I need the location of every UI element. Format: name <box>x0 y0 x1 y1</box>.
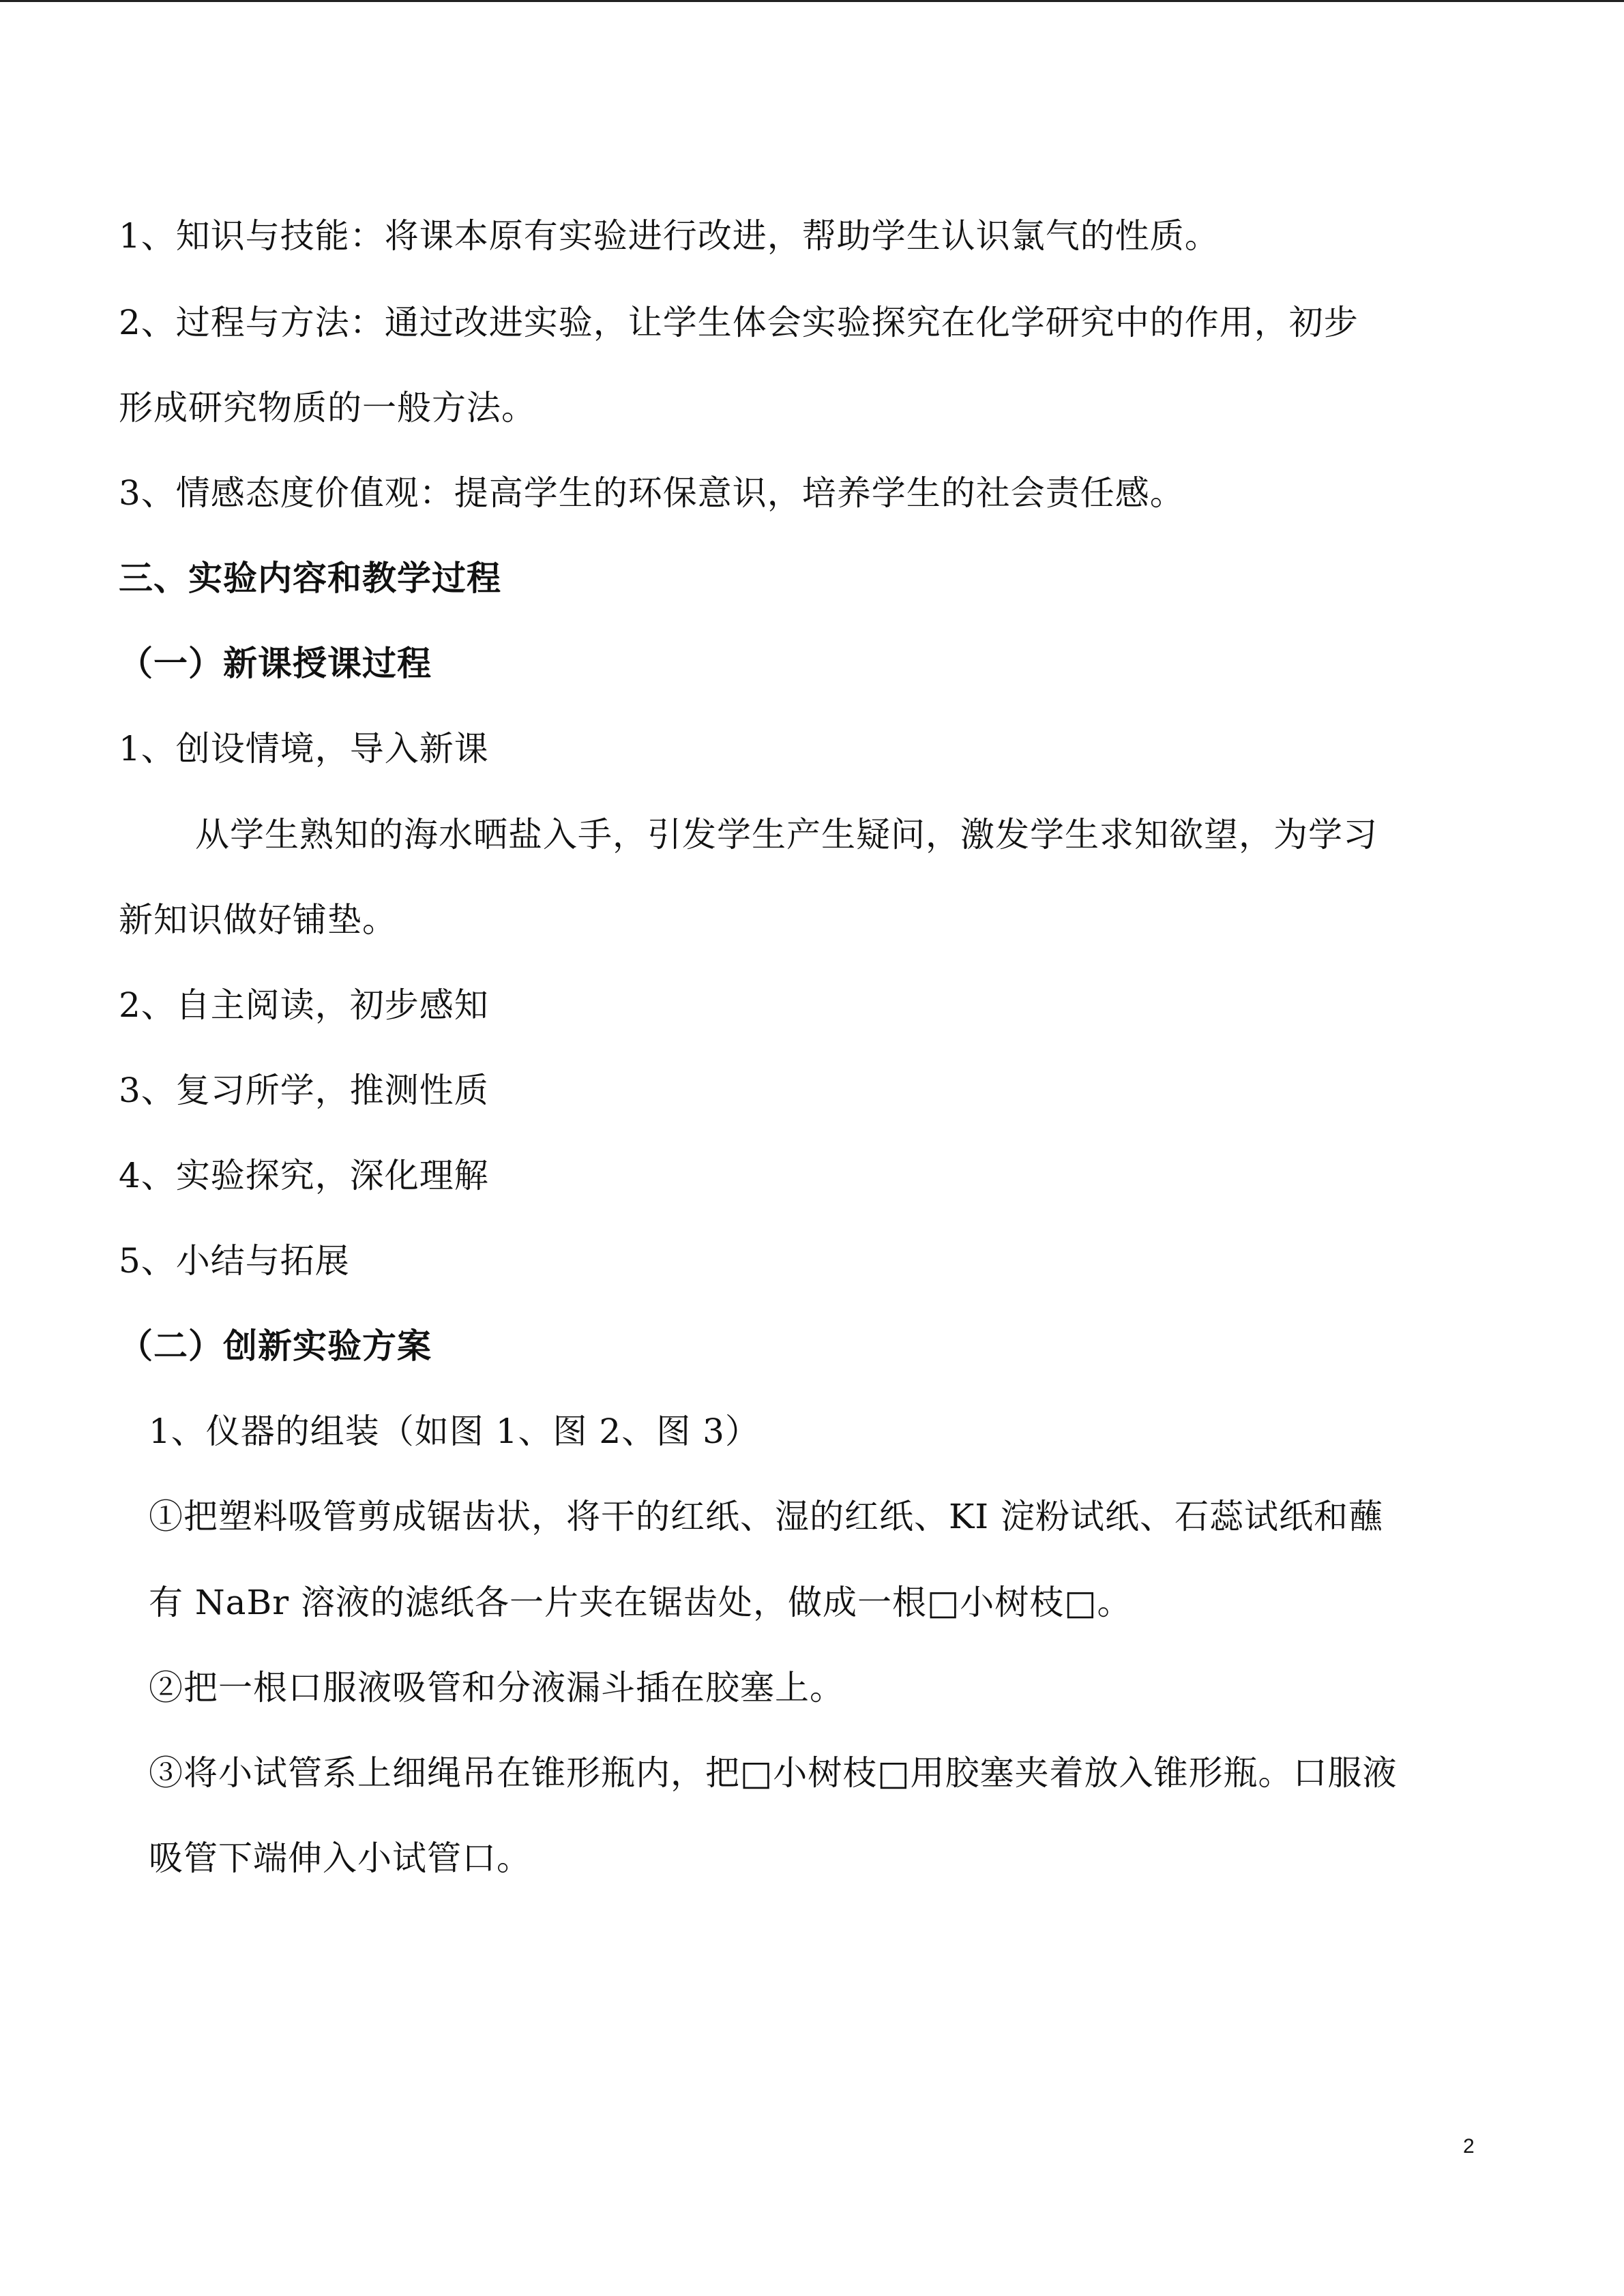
objective-values: 3、情感态度价值观：提高学生的环保意识，培养学生的社会责任感。 <box>119 473 1185 513</box>
subsection-heading-new-lesson: （一）新课授课过程 <box>119 643 432 683</box>
assembly-step-1-line-1: ①把塑料吸管剪成锯齿状，将干的红纸、湿的红纸、KI 淀粉试纸、石蕊试纸和蘸 <box>149 1497 1383 1536</box>
assembly-step-1-line-2: 有 NaBr 溶液的滤纸各一片夹在锯齿处，做成一根□小树枝□。 <box>149 1583 1132 1622</box>
objective-process-methods-line-1: 2、过程与方法：通过改进实验，让学生体会实验探究在化学研究中的作用，初步 <box>119 303 1359 342</box>
top-border-line <box>0 0 1624 2</box>
assembly-step-3-line-2: 吸管下端伸入小试管口。 <box>149 1838 531 1878</box>
lesson-paragraph-line-2: 新知识做好铺垫。 <box>119 900 397 940</box>
subsection-heading-experiment-plan: （二）创新实验方案 <box>119 1326 432 1366</box>
page-number: 2 <box>1463 2135 1475 2158</box>
assembly-title: 1、仪器的组装（如图 1、图 2、图 3） <box>149 1412 760 1451</box>
lesson-paragraph-line-1: 从学生熟知的海水晒盐入手，引发学生产生疑问，激发学生求知欲望，为学习 <box>195 815 1378 854</box>
assembly-step-3-line-1: ③将小试管系上细绳吊在锥形瓶内，把□小树枝□用胶塞夹着放入锥形瓶。口服液 <box>149 1753 1398 1793</box>
section-heading: 三、实验内容和教学过程 <box>119 558 501 598</box>
lesson-step-4: 4、实验探究，深化理解 <box>119 1156 489 1195</box>
assembly-step-2: ②把一根口服液吸管和分液漏斗插在胶塞上。 <box>149 1668 844 1708</box>
lesson-step-5: 5、小结与拓展 <box>119 1241 350 1281</box>
objective-knowledge-skills: 1、知识与技能：将课本原有实验进行改进，帮助学生认识氯气的性质。 <box>119 216 1220 256</box>
objective-process-methods-line-2: 形成研究物质的一般方法。 <box>119 388 536 428</box>
lesson-step-3: 3、复习所学，推测性质 <box>119 1071 489 1110</box>
lesson-step-1: 1、创设情境，导入新课 <box>119 729 489 769</box>
lesson-step-2: 2、自主阅读，初步感知 <box>119 985 489 1025</box>
